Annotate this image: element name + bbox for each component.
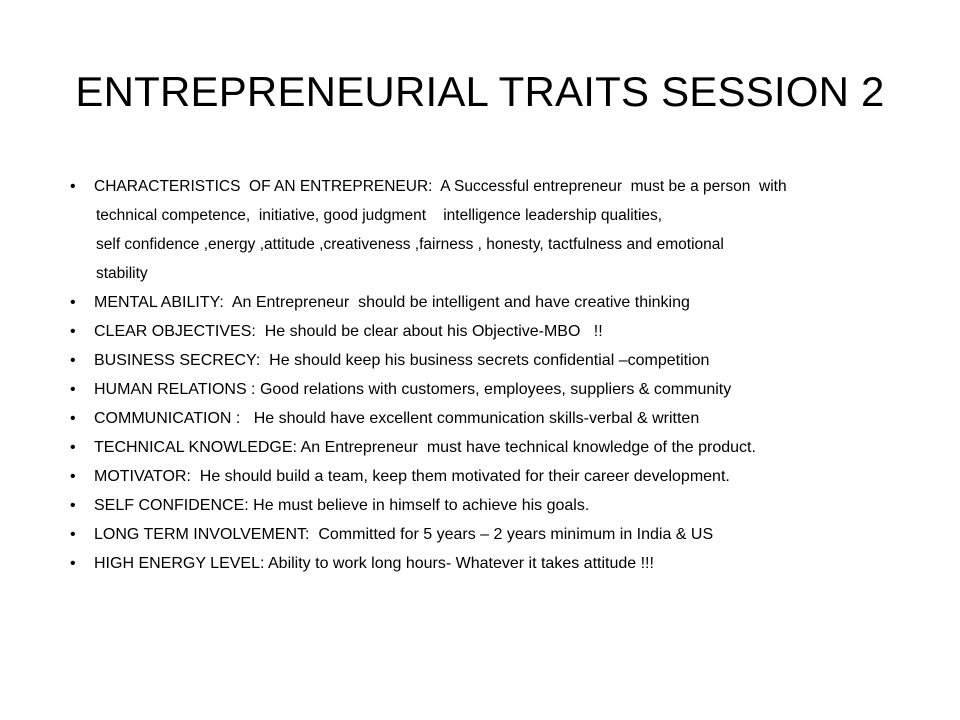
list-item-text: self confidence ,energy ,attitude ,creativeness ,fairness , honesty, tactfulness and emotional	[96, 236, 724, 253]
bullet-icon: •	[70, 468, 76, 485]
list-item	[0, 379, 960, 401]
list-item	[0, 292, 960, 314]
list-item	[0, 437, 960, 459]
list-item-text: CHARACTERISTICS OF AN ENTREPRENEUR: A Successful entrepreneur must be a person with	[94, 178, 787, 195]
list-item	[0, 466, 960, 488]
list-item	[0, 350, 960, 372]
list-item	[0, 553, 960, 575]
list-item-text: COMMUNICATION : He should have excellent communication skills-verbal & written	[94, 410, 700, 427]
list-item-text: technical competence, initiative, good judgment intelligence leadership qualities,	[96, 207, 663, 224]
bullet-icon: •	[70, 526, 76, 543]
list-item	[0, 408, 960, 430]
list-item	[0, 495, 960, 517]
list-item-text: BUSINESS SECRECY: He should keep his business secrets confidential –competition	[94, 352, 710, 369]
bullet-icon: •	[70, 555, 76, 572]
bullet-icon: •	[70, 352, 76, 369]
list-item-text: TECHNICAL KNOWLEDGE: An Entrepreneur must have technical knowledge of the product.	[94, 439, 756, 456]
bullet-icon: •	[70, 497, 76, 514]
bullet-icon: •	[70, 178, 76, 195]
list-item-text: MENTAL ABILITY: An Entrepreneur should be intelligent and have creative thinking	[94, 294, 690, 311]
list-item-text: HIGH ENERGY LEVEL: Ability to work long hours- Whatever it takes attitude !!!	[94, 555, 654, 572]
list-item-text: HUMAN RELATIONS : Good relations with customers, employees, suppliers & community	[94, 381, 732, 398]
list-item-text: LONG TERM INVOLVEMENT: Committed for 5 years – 2 years minimum in India & US	[94, 526, 714, 543]
list-item	[0, 176, 960, 285]
bullet-icon: •	[70, 294, 76, 311]
slide-title: ENTREPRENEURIAL TRAITS SESSION 2	[75, 68, 885, 115]
list-item	[0, 524, 960, 546]
bullet-list	[0, 176, 960, 582]
bullet-icon: •	[70, 439, 76, 456]
bullet-icon: •	[70, 323, 76, 340]
list-item-text: stability	[96, 265, 148, 282]
list-item-text: SELF CONFIDENCE: He must believe in himself to achieve his goals.	[94, 497, 590, 514]
list-item	[0, 321, 960, 343]
bullet-icon: •	[70, 381, 76, 398]
list-item-text: MOTIVATOR: He should build a team, keep them motivated for their career development.	[94, 468, 730, 485]
bullet-icon: •	[70, 410, 76, 427]
list-item-text: CLEAR OBJECTIVES: He should be clear about his Objective-MBO !!	[94, 323, 603, 340]
